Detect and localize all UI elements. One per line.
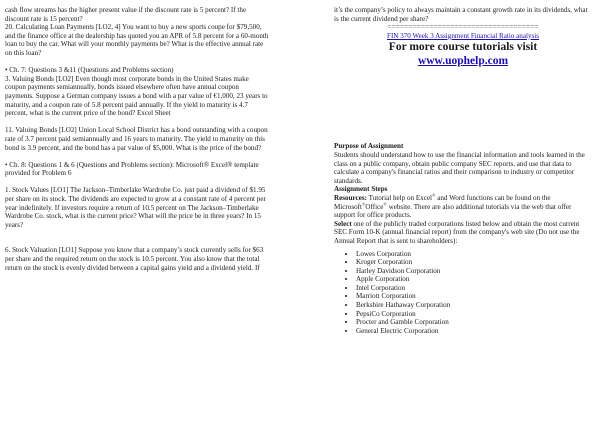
steps-heading: Assignment Steps (334, 185, 388, 194)
list-item: • Kroger Corporation (356, 258, 592, 267)
purpose-heading: Purpose of Assignment (334, 142, 404, 151)
problem-1-stock: 1. Stock Values [LO1] The Jackson–Timberlake Wardrobe Co. just paid a dividend of $1.95 per share on its stock. The dividends are expected to grow at a constant rate of 4 percent per year indefinitely. If investors require a return of 10.5 percent on The Jackson–Timberlake Wardrobe Co. stock, what is the current price? What will the price be in three years? In 15 years? (5, 186, 266, 229)
resources-label: Resources: (334, 193, 367, 202)
problem-3-bonds: 3. Valuing Bonds [LO2] Even though most corporate bonds in the United States make coupon payments semiannually, bonds issued elsewhere often have annual coupon payments. Suppose a German company issues a bond with a par value of €1,000, 23 years to maturity, and a coupon rate of 5.8 percent paid annually. If the yield to maturity is 4.7 percent, what is the current price of the bond? Excel Sheet (5, 74, 268, 118)
list-item: • Berkshire Hathaway Corporation (356, 301, 592, 310)
more-tutorials-heading: For more course tutorials visit (388, 41, 538, 54)
purpose-text: Students should understand how to use the financial information and tools learned in the class on a public company, obtain public company SEC reports, and use that data to calculate a company's financial ratios and their comparison to industry or competitor standards. (334, 150, 585, 185)
problem-20: 20. Calculating Loan Payments [LO2, 4] You want to buy a new sports coupe for $79,500, and the finance office at the dealership has quoted you an APR of 5.8 percent for a 60-month loan to buy the car. What will your monthly payments be? What is the effective annual rate on this loan? (5, 23, 269, 57)
list-item: • PepsiCo Corporation (356, 310, 592, 319)
chapter-8-header: • Ch. 8: Questions 1 & 6 (Questions and Problems section): Microsoft® Excel® template provided for Problem 6 (5, 160, 259, 178)
separator: ==================================== (387, 23, 539, 32)
list-item: • Intel Corporation (356, 284, 592, 293)
list-item: • General Electric Corporation (356, 327, 592, 336)
chapter-7-header: • Ch. 7: Questions 3 &11 (Questions and Problems section) (5, 66, 174, 75)
list-item: • Harley Davidson Corporation (356, 267, 592, 276)
list-item: • Apple Corporation (356, 275, 592, 284)
problem-6-stock: 6. Stock Valuation [LO1] Suppose you know that a company’s stock currently sells for $63 per share and the required return on the stock is 10.5 percent. You also know that the total return on the stock is evenly divided between a capital gains yield and a dividend yield. If (5, 246, 264, 272)
list-item: • Procter and Gamble Corporation (356, 318, 592, 327)
company-list (334, 250, 592, 336)
select-label: Select (334, 219, 352, 228)
registered-mark: ® (383, 201, 387, 207)
right-column (334, 6, 592, 335)
list-item: • Marriott Corporation (356, 292, 592, 301)
left-column (5, 6, 269, 272)
registered-mark: ® (361, 201, 366, 207)
registered-mark: ® (432, 192, 436, 198)
problem-11-bonds: 11. Valuing Bonds [LO2] Union Local School District has a bond outstanding with a coupon rate of 3.7 percent paid semiannually and 16 years to maturity. The yield to maturity on this bond is 3.9 percent, and the bond has a par value of $5,000. What is the price of the bond? (5, 126, 268, 152)
list-item: • Lowes Corporation (356, 250, 592, 259)
problem-19-end: cash flow streams has the higher present value if the discount rate is 5 percent? If the discount rate is 15 percent? (5, 6, 247, 23)
problem-6-continued: it’s the company’s policy to always maintain a constant growth rate in its dividends, what is the current dividend per share? (334, 6, 588, 23)
site-link[interactable]: www.uophelp.com (417, 55, 509, 68)
select-paragraph: Select one of the publicly traded corporations listed below and obtain the most current SEC Form 10-K (annual financial report) from the company's web site (Do not use the Annual Report that is sent to shareholders): (334, 219, 580, 245)
resources-paragraph: Resources: Tutorial help on Excel® and Word functions can be found on the Microsoft®Office® website. There are also additional tutorials via the web that offer support for office products. (334, 192, 572, 220)
assignment-title-link[interactable]: FIN 370 Week 3 Assignment Financial Ratio analysis (387, 31, 539, 40)
